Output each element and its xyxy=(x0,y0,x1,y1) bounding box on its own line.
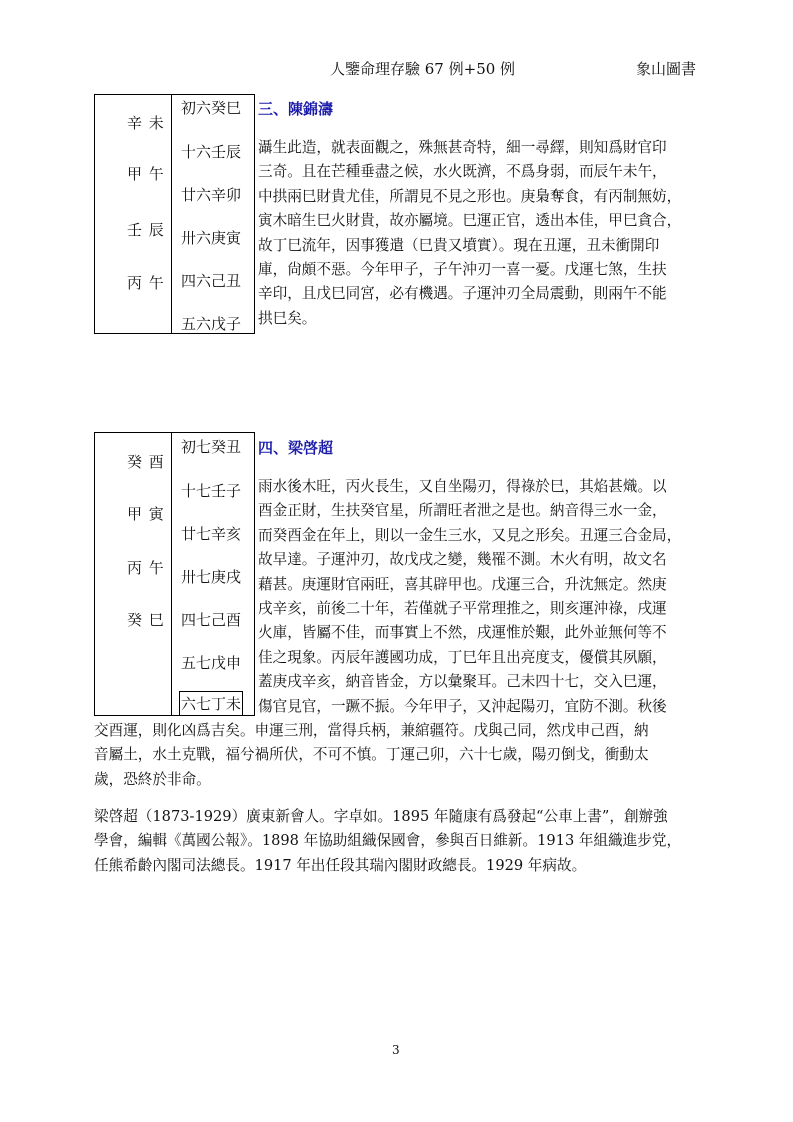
text-line: 歲，恐終於非命。 xyxy=(94,770,211,788)
biography-paragraph xyxy=(94,805,698,878)
text-line: 故早達。子運沖刃，故戊戌之變，幾罹不測。木火有明，故文名 xyxy=(258,551,667,569)
text-line: 學會，編輯《萬國公報》。1898 年協助組織保國會，參與百日維新。1913 年組織進步党， xyxy=(94,832,682,850)
pillar-day: 丙 午 xyxy=(127,559,165,577)
pillar-year: 辛 未 xyxy=(127,114,165,132)
pillar-year: 癸 酉 xyxy=(127,453,165,471)
section-body xyxy=(258,475,698,719)
luck-cycle: 十七壬子 xyxy=(181,482,242,500)
text-line: 交酉運，則化凶爲吉矣。申運三刑，當得兵柄，兼綰疆符。戊與己同，然戊申己酉，納 xyxy=(94,722,649,739)
luck-cycle: 廿七辛亥 xyxy=(181,525,242,543)
text-line: 灄生此造，就表面觀之，殊無甚奇特，細一尋繹，則知爲財官印 xyxy=(258,139,667,156)
header-book-title: 人鑒命理存驗 67 例+50 例 xyxy=(330,60,516,78)
text-line: 梁啓超（1873-1929）廣東新會人。字卓如。1895 年隨康有爲發起“公車上書”，創辦強 xyxy=(94,808,668,825)
text-line: 戌辛亥，前後二十年，若僅就子平常理推之，則亥運沖祿，戌運 xyxy=(258,600,667,618)
text-line: 辛印，且戊巳同宮，必有機遇。子運沖刃全局震動，則兩午不能 xyxy=(258,285,667,303)
section-title: 四、梁啓超 xyxy=(258,439,334,457)
section-body-continued xyxy=(94,719,698,792)
text-line: 三奇。且在芒種垂盡之候，水火既濟，不爲身弱，而辰午未午， xyxy=(258,163,667,181)
luck-cycle: 初七癸丑 xyxy=(181,438,242,456)
page-number: 3 xyxy=(392,1043,400,1057)
text-line: 音屬土，水土克戰，福兮禍所伏，不可不慎。丁運己卯，六十七歲，陽刃倒戈，衝動太 xyxy=(94,746,649,764)
text-line: 火庫，皆屬不佳，而事實上不然，戌運惟於艱，此外並無何等不 xyxy=(258,624,667,642)
text-line: 故丁巳流年，因事獲遣（巳貴又墳實）。現在丑運，丑未衝開印 xyxy=(258,236,660,254)
luck-cycle: 五七戊申 xyxy=(181,654,242,672)
text-line: 中拱兩巳財貴尤佳，所謂見不見之形也。庚梟奪食，有丙制無妨， xyxy=(258,187,682,205)
pillar-month: 甲 午 xyxy=(127,165,165,183)
birth-chart-2 xyxy=(94,432,255,716)
pillar-hour: 丙 午 xyxy=(127,274,165,292)
text-line: 而癸酉金在年上，則以一金生三水，又見之形矣。丑運三合金局， xyxy=(258,526,682,544)
text-line: 任熊希齡內閣司法總長。1917 年出任段其瑞內閣財政總長。1929 年病故。 xyxy=(94,856,587,874)
text-line: 藉甚。庚運財官兩旺，喜其辟甲也。戊運三合，升沈無定。然庚 xyxy=(258,575,667,593)
luck-cycle: 四六己丑 xyxy=(181,272,242,290)
section-body xyxy=(258,136,698,331)
text-line: 庫，尙頗不惡。今年甲子，子午沖刃一喜一憂。戊運七煞，生扶 xyxy=(258,261,667,279)
pillar-month: 甲 寅 xyxy=(127,505,165,523)
luck-cycle: 卅七庚戌 xyxy=(181,568,242,586)
text-line: 佳之現象。丙辰年護國功成，丁巳年且出亮度支，優償其夙願， xyxy=(258,648,667,666)
luck-cycle: 卅六庚寅 xyxy=(181,229,242,247)
text-line: 雨水後木旺，丙火長生，又自坐陽刃，得祿於巳，其焰甚熾。以 xyxy=(258,478,667,495)
luck-cycle: 初六癸巳 xyxy=(181,99,242,117)
text-line: 蓋庚戌辛亥，納音皆金，方以彙聚耳。己未四十七，交入巳運， xyxy=(258,673,667,691)
luck-cycle: 五六戊子 xyxy=(181,315,242,333)
pillar-day: 壬 辰 xyxy=(127,221,165,239)
luck-cycle: 十六壬辰 xyxy=(181,143,242,161)
header-publisher: 象山圖書 xyxy=(636,60,697,78)
text-line: 拱巳矣。 xyxy=(258,309,317,327)
chart-divider xyxy=(171,95,172,333)
luck-cycle: 廿六辛卯 xyxy=(181,186,242,204)
text-line: 寅木暗生巳火財貴，故亦屬境。巳運正官，透出本佳，甲巳貪合， xyxy=(258,212,682,230)
text-line: 酉金正財，生扶癸官星，所謂旺者泄之是也。納音得三水一金， xyxy=(258,502,667,520)
section-title: 三、陳錦濤 xyxy=(258,100,334,118)
pillar-hour: 癸 巳 xyxy=(127,611,165,629)
birth-chart-1 xyxy=(94,94,255,334)
text-line: 傷官見官，一蹶不振。今年甲子，又沖起陽刃，宜防不測。秋後 xyxy=(258,697,667,715)
chart-divider xyxy=(171,433,172,715)
luck-cycle: 六七丁未 xyxy=(181,695,242,713)
luck-cycle: 四七己酉 xyxy=(181,611,242,629)
